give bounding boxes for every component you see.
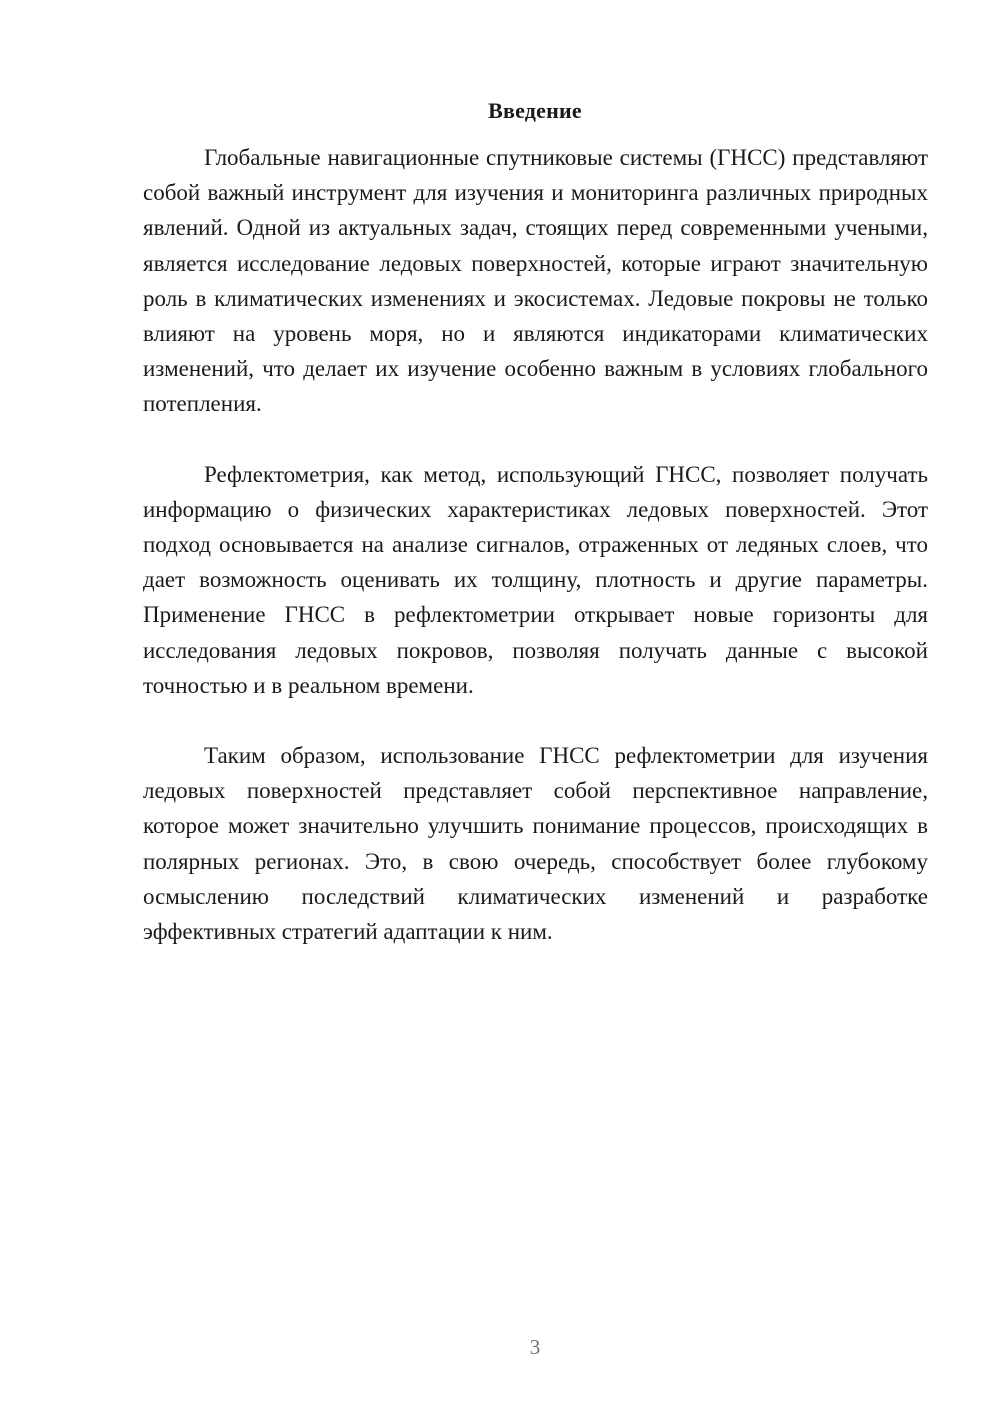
paragraph-1: Глобальные навигационные спутниковые системы (ГНСС) представляют собой важный инструмент для изучения и мониторинга различных природных явлений. Одной из актуальных задач, стоящих перед современными учеными, является исследование ледовых поверхностей, которые играют значительную роль в климатических изменениях и экосистемах. Ледовые покровы не только влияют на уровень моря, но и являются индикаторами климатических изменений, что делает их изучение особенно важным в условиях глобального потепления. <box>143 145 928 417</box>
body-text <box>143 140 928 984</box>
section-heading: Введение <box>488 98 582 123</box>
paragraph-3: Таким образом, использование ГНСС рефлектометрии для изучения ледовых поверхностей представляет собой перспективное направление, которое может значительно улучшить понимание процессов, происходящих в полярных регионах. Это, в свою очередь, способствует более глубокому осмыслению последствий климатических изменений и разработке эффективных стратегий адаптации к ним. <box>143 743 928 945</box>
paragraph-2: Рефлектометрия, как метод, использующий ГНСС, позволяет получать информацию о физических характеристиках ледовых поверхностей. Этот подход основывается на анализе сигналов, отраженных от ледяных слоев, что дает возможность оценивать их толщину, плотность и другие параметры. Применение ГНСС в рефлектометрии открывает новые горизонты для исследования ледовых покровов, позволяя получать данные с высокой точностью и в реальном времени. <box>143 461 928 698</box>
page-number: 3 <box>529 1335 541 1359</box>
